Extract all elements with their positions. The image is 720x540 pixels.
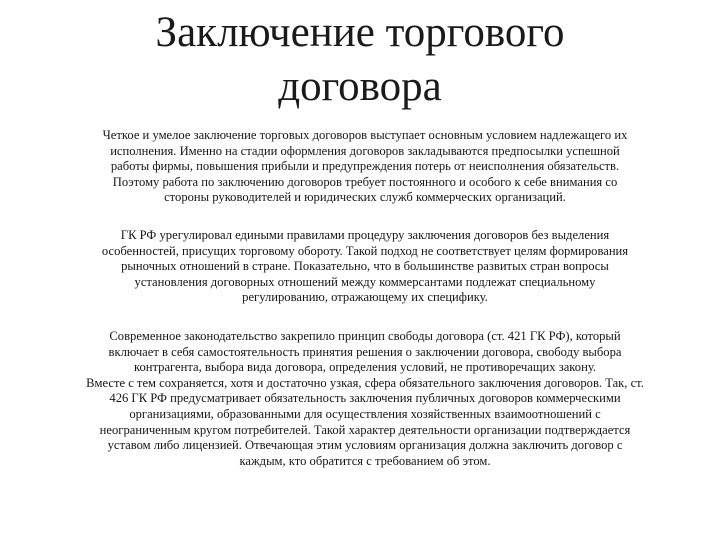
- paragraph-freedom-of-contract: [40, 329, 690, 469]
- paragraph-line: регулированию, отражающему их специфику.: [242, 290, 488, 305]
- paragraph-line: контрагента, выбора вида договора, определения условий, не противоречащих закону.: [133, 360, 597, 375]
- paragraph-line: Четкое и умелое заключение торговых договоров выступает основным условием надлежащего их: [102, 128, 628, 142]
- paragraph-line: Поэтому работа по заключению договоров требует постоянного и особого к себе внимания со: [112, 174, 618, 189]
- paragraph-line: Современное законодательство закрепило принцип свободы договора (ст. 421 ГК РФ), который: [109, 329, 621, 343]
- paragraph-line: уставом либо лицензией. Отвечающая этим условиям организация должна заключить договор с: [107, 438, 623, 453]
- paragraph-line: установления договорных отношений между коммерсантами подлежат специальному: [134, 274, 596, 289]
- paragraph-civil-code: [70, 228, 660, 306]
- paragraph-line: каждым, кто обратится с требованием об этом.: [239, 453, 491, 468]
- paragraph-line: включает в себя самостоятельность принятия решения о заключении договора, свободу выбора: [108, 344, 622, 359]
- slide-title-line: договора: [278, 63, 442, 110]
- slide-title-line: Заключение торгового: [155, 9, 565, 56]
- paragraph-line: особенностей, присущих торговому обороту. Такой подход не соответствует целям формирования: [101, 243, 629, 258]
- paragraph-line: Вместе с тем сохраняется, хотя и достаточно узкая, сфера обязательного заключения договоров. Так, ст.: [86, 375, 644, 390]
- paragraph-line: исполнения. Именно на стадии оформления договоров закладываются предпосылки успешной: [110, 143, 620, 158]
- paragraph-line: неограниченным кругом потребителей. Такой характер деятельности организации подтверждается: [99, 422, 631, 437]
- paragraph-line: стороны руководителей и юридических служб коммерческих организаций.: [164, 190, 566, 205]
- paragraph-line: работы фирмы, повышения прибыли и предупреждения потерь от неисполнения обязательств.: [110, 159, 620, 174]
- paragraph-contract-importance: [70, 128, 660, 206]
- paragraph-line: 426 ГК РФ предусматривает обязательность заключения публичных договоров коммерческими: [109, 391, 621, 406]
- slide-title: [90, 6, 630, 114]
- paragraph-line: ГК РФ урегулировал едиными правилами процедуру заключения договоров без выделения: [120, 228, 610, 242]
- paragraph-line: рыночных отношений в стране. Показательно, что в большинстве развитых стран вопросы: [121, 259, 609, 274]
- paragraph-line: организациями, образованными для осуществления хозяйственных взаимоотношений с: [129, 406, 601, 421]
